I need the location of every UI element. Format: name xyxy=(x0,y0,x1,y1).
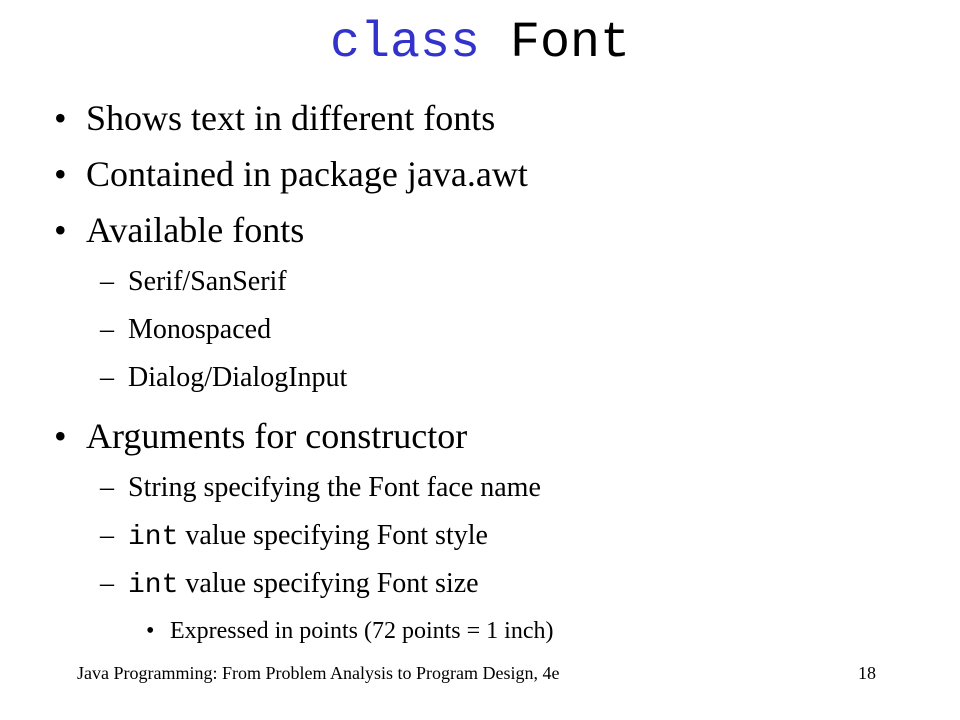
bullet-item xyxy=(54,152,528,196)
bullet-item xyxy=(54,414,467,458)
sub-bullet-item xyxy=(100,470,541,506)
code-int: int xyxy=(128,522,179,553)
bullet-marker: • xyxy=(54,210,67,250)
page-number: 18 xyxy=(858,663,876,683)
sub-bullet-text: Monospaced xyxy=(128,314,272,345)
sub-bullet-item xyxy=(100,566,479,604)
sub-sub-bullet-text: Expressed in points (72 points = 1 inch) xyxy=(170,618,554,644)
bullet-text: Shows text in different fonts xyxy=(86,98,496,138)
bullet-text: Contained in package java.awt xyxy=(86,154,528,194)
footer-course-title: Java Programming: From Problem Analysis to Program Design, 4e xyxy=(77,663,560,683)
sub-bullet-marker: – xyxy=(100,362,114,393)
sub-bullet-text: value specifying Font size xyxy=(178,568,479,599)
title-keyword: class xyxy=(329,15,480,72)
sub-bullet-item xyxy=(100,360,347,396)
sub-bullet-marker: – xyxy=(100,520,114,551)
sub-bullet-marker: – xyxy=(100,568,114,599)
title-class-name: Font xyxy=(510,15,631,72)
sub-bullet-marker: – xyxy=(100,266,114,297)
bullet-item xyxy=(54,208,304,252)
bullet-text: Arguments for constructor xyxy=(86,416,468,456)
sub-bullet-text: value specifying Font style xyxy=(178,520,488,551)
code-int: int xyxy=(128,570,179,601)
bullet-marker: • xyxy=(54,416,67,456)
bullet-marker: • xyxy=(54,154,67,194)
sub-bullet-item xyxy=(100,312,271,348)
sub-sub-bullet-item xyxy=(146,616,554,646)
sub-bullet-item xyxy=(100,264,287,300)
bullet-item xyxy=(54,96,495,140)
sub-bullet-text: Serif/SanSerif xyxy=(128,266,287,297)
bullet-text: Available fonts xyxy=(86,210,305,250)
sub-bullet-item xyxy=(100,518,488,556)
sub-bullet-text: Dialog/DialogInput xyxy=(128,362,348,393)
sub-sub-bullet-marker: • xyxy=(146,618,155,644)
sub-bullet-marker: – xyxy=(100,314,114,345)
bullet-marker: • xyxy=(54,98,67,138)
sub-bullet-marker: – xyxy=(100,472,114,503)
sub-bullet-text: String specifying the Font face name xyxy=(128,472,541,503)
